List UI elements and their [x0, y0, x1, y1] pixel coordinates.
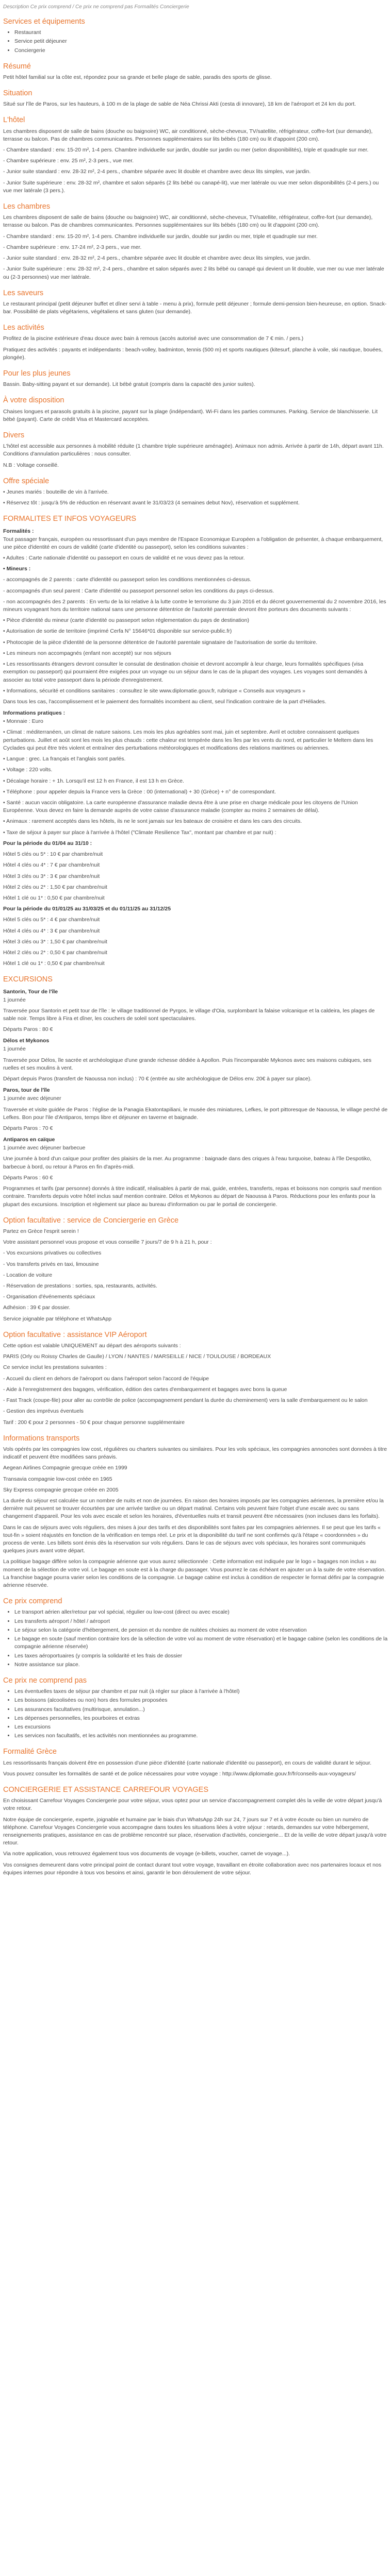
excursion-line: 1 journée avec déjeuner barbecue — [3, 1145, 86, 1151]
formalites-paragraph: • Autorisation de sortie de territoire (imprimé Cerfa N° 15646*01 disponible sur service-public.fr) — [3, 628, 232, 635]
services-section — [3, 17, 388, 55]
infos-pratiques-line: Hôtel 5 clés ou 5* : 10 € par chambre/nuit — [3, 851, 103, 858]
infos-pratiques-title: Informations pratiques : — [3, 710, 66, 717]
excursion-heading: Antiparos en caïque — [3, 1137, 55, 1143]
offre-section — [3, 477, 388, 507]
prix-comprend-item: • Le séjour selon la catégorie d'hébergement, de pension et du nombre de nuitées choisies au moment de votre réservation — [14, 1626, 388, 1634]
infos-pratiques-line: • Voltage : 220 volts. — [3, 767, 53, 773]
activites-paragraph: Pratiquez des activités : payants et indépendants : beach-volley, badminton, tennis (500 m) et sports nautiques (kitesurf, planche à voile, ski nautique, bouées, plongée). — [3, 346, 383, 361]
infos-pratiques-line: • Santé : aucun vaccin obligatoire. La carte européenne d'assurance maladie devra être à une prise en charge médicale pour les citoyens de l'Union Européenne. Vous devez en faire la demande auprès de votre caisse d'assurance maladie (compter au moins 2 semaines de délai). — [3, 799, 358, 814]
resume-section — [3, 62, 388, 81]
resume-text: Petit hôtel familial sur la côte est, répondez pour sa grande et belle plage de sable, paradis des sports de glisse. — [3, 74, 272, 80]
excursion-line: 1 journée — [3, 996, 26, 1003]
infos-pratiques-line: • Climat : méditerranéen, un climat de nature saisons. Les mois les plus agréables sont mai, juin et septembre. Avril et octobre connaissent quelques perturbations. Juillet et août sont les mois les plus chauds : cette chaleur est tempérée dans les îles par les vents du nord, et particulier le Meltem dans les Cyclades qui peut être très violent et entraîner des perturbations météorologiques et modifications des relations maritimes ou aériennes. — [3, 729, 373, 751]
conciergerie-service-paragraph: En choisissant Carrefour Voyages Conciergerie pour votre séjour, vous optez pour un service d'accompagnement complet dès la veille de votre départ jusqu'à votre retour. — [3, 1798, 382, 1812]
formalites-section — [3, 514, 388, 706]
formalites-subtitle: Formalités : — [3, 528, 34, 534]
resume-title: Résumé — [3, 62, 31, 71]
prix-ne-comprend-item: • Les excursions — [14, 1723, 388, 1731]
chambres-section — [3, 202, 388, 281]
disposition-text: Chaises longues et parasols gratuits à la piscine, payant sur la plage (indépendant). Wi-Fi dans les parties communes. Parking. Service de blanchisserie. Lit bébé (payant). Carte de crédit Visa et Mastercard acceptées. — [3, 408, 378, 422]
infos-pratiques-line: Hôtel 3 clés ou 3* : 3 € par chambre/nuit — [3, 873, 100, 879]
situation-section — [3, 89, 388, 108]
excursion-line: 1 journée avec déjeuner — [3, 1095, 61, 1102]
formalite-grece-paragraph: Vous pouvez consulter les formalités de santé et de police nécessaires pour votre voyage : http://www.diplomatie.gouv.fr/fr/conseils-aux-voyageurs/ — [3, 1770, 356, 1777]
plus-jeunes-title: Pour les plus jeunes — [3, 369, 71, 378]
prix-ne-comprend-list — [3, 1688, 388, 1740]
prix-ne-comprend-item: • Les assurances facultatives (multirisque, annulation...) — [14, 1706, 388, 1714]
formalites-paragraph: - accompagnés d'un seul parent : Carte d'identité ou passeport personnel selon les conditions du pays ci-dessus. — [3, 587, 274, 594]
prix-comprend-item: • Le transport aérien aller/retour par vol spécial, régulier ou low-cost (direct ou avec escale) — [14, 1608, 388, 1616]
option-conciergerie-line: Votre assistant personnel vous propose et vous conseille 7 jours/7 de 9 h à 21 h, pour : — [3, 1239, 212, 1246]
conciergerie-service-title: CONCIERGERIE ET ASSISTANCE CARREFOUR VOYAGES — [3, 1786, 209, 1794]
services-item: • Conciergerie — [14, 47, 388, 55]
transports-paragraph: La durée du séjour est calculée sur un nombre de nuits et non de journées. En raison des horaires imposés par les compagnies aériennes, la première et/ou la dernière nuit peuvent se trouver écourtées par une arrivée tardive ou un départ matinal. Certains vols peuvent faire l'objet d'une escale avec ou sans changement d'appareil. Pour les vols avec escale et selon les horaires, d'éventuelles nuits et transit peuvent être nécessaires (non incluses dans les forfaits). — [3, 1497, 384, 1520]
activites-paragraph: Profitez de la piscine extérieure d'eau douce avec bain à remous (accès autorisé avec une consommation de 7 € min. / pers.) — [3, 335, 304, 342]
page-description: Description Ce prix comprend / Ce prix ne comprend pas Formalités Conciergerie — [3, 4, 189, 10]
excursion-line: Départ depuis Paros (transfert de Naoussa non inclus) : 70 € (entrée au site archéologique de Délos env. 20€ à payer sur place). — [3, 1076, 312, 1082]
conciergerie-service-paragraph: Notre équipe de conciergerie, experte, joignable et humaine par le biais d'un WhatsApp 24h sur 24, 7 jours sur 7 et à votre écoute ou bien un numéro de téléphone. Carrefour Voyages Conciergerie vous accompagne dans toutes les situations liées à votre séjour : retards, demandes sur votre hébergement, renseignements pratiques, assistance en cas de problème rencontré sur place, réservation d'activités, conciergerie... Et de la veille de votre départ jusqu'à votre retour. — [3, 1816, 387, 1846]
infos-pratiques-line: Pour la période du 01/01/25 au 31/03/25 et du 01/11/25 au 31/12/25 — [3, 906, 171, 912]
option-conciergerie-line: Service joignable par téléphone et WhatsApp — [3, 1315, 112, 1322]
prix-comprend-item: • Les transferts aéroport / hôtel / aéroport — [14, 1618, 388, 1625]
infos-pratiques-line: Hôtel 2 clés ou 2* : 0,50 € par chambre/nuit — [3, 950, 107, 956]
option-conciergerie-line: - Vos transferts privés en taxi, limousine — [3, 1261, 99, 1267]
formalites-paragraph: • Pièce d'identité du mineur (carte d'identité ou passeport selon réglementation du pays de destination) — [3, 617, 249, 624]
transports-paragraph: Aegean Airlines Compagnie grecque créée en 1999 — [3, 1465, 127, 1471]
hotel-paragraph: - Chambre standard : env. 15-20 m², 1-4 pers. Chambre individuelle sur jardin, double sur jardin ou mer (selon disponibilités), triple et quadruple sur mer. — [3, 147, 369, 154]
hotel-title: L'hôtel — [3, 116, 25, 125]
infos-pratiques-line: Pour la période du 01/04 au 31/10 : — [3, 840, 92, 846]
offre-item: • Jeunes mariés : bouteille de vin à l'arrivée. — [3, 488, 109, 495]
formalite-grece-paragraph: Les ressortissants français doivent être en possession d'une pièce d'identité (carte nationale d'identité ou passeport), en cours de validité durant le séjour. — [3, 1759, 372, 1766]
infos-pratiques-line: • Langue : grec. La français et l'anglais sont parlés. — [3, 756, 126, 762]
infos-pratiques-line: • Taxe de séjour à payer sur place à l'arrivée à l'hôtel ("Climate Resilience Tax", montant par chambre et par nuit) : — [3, 829, 276, 836]
plus-jeunes-text: Bassin. Baby-sitting payant et sur demande). Lit bébé gratuit (compris dans la capacité des junior suites). — [3, 381, 255, 388]
prix-ne-comprend-item: • Les dépenses personnelles, les pourboires et extras — [14, 1715, 388, 1722]
chambres-title: Les chambres — [3, 202, 51, 211]
excursion-block — [3, 989, 388, 1034]
excursion-line: Départs Paros : 70 € — [3, 1125, 53, 1131]
prix-ne-comprend-title: Ce prix ne comprend pas — [3, 1676, 87, 1685]
services-item: • Service petit déjeuner — [14, 38, 388, 45]
infos-pratiques-line: Hôtel 1 clé ou 1* : 0,50 € par chambre/nuit — [3, 894, 105, 901]
formalite-grece-title: Formalité Grèce — [3, 1748, 57, 1756]
infos-pratiques-line: • Décalage horaire : + 1h. Lorsqu'il est 12 h en France, il est 13 h en Grèce. — [3, 777, 184, 784]
excursion-line: Traversée pour Santorin et petit tour de l'île : le village traditionnel de Pyrgos, le village d'Oia, surplombant la falaise volcanique et la caldeira, les plages de sable noir. Temps libre à Fira et dîner, les couchers de soleil sont spectaculaires. — [3, 1007, 375, 1022]
formalites-paragraph: Tout passager français, européen ou ressortissant d'un pays membre de l'Espace Economique Européen a l'obligation de présenter, à chaque embarquement, une pièce d'identité en cours de validité (carte d'identité ou passeport), selon les conditions suivantes : — [3, 536, 383, 550]
disposition-section — [3, 396, 388, 423]
excursion-line: Traversée pour Délos, île sacrée et archéologique d'une grande richesse dédiée à Apollon. Puis l'incomparable Mykonos avec ses maisons cubiques, ses ruelles et ses moulins à vent. — [3, 1057, 371, 1071]
conciergerie-service-paragraph: Vos consignes demeurent dans votre principal point de contact durant tout votre voyage, travaillant en étroite collaboration avec nos partenaires locaux et nos équipes internes pour répondre à tous vos besoins et ainsi, garantir le bon déroulement de votre séjour. — [3, 1861, 382, 1876]
formalites-paragraph: - non accompagnés des 2 parents : En vertu de la loi relative à la lutte contre le terrorisme du 3 juin 2016 et du décret gouvernemental du 2 novembre 2016, les mineurs voyageant hors du territoire national sans une personne détentrice de l'autorité parentale devront être porteurs des documents suivants : — [3, 598, 386, 613]
formalites-paragraph: - accompagnés de 2 parents : carte d'identité ou passeport selon les conditions mentionnées ci-dessus. — [3, 577, 252, 583]
infos-pratiques-line: Hôtel 5 clés ou 5* : 4 € par chambre/nuit — [3, 917, 100, 923]
prix-comprend-item: • Les taxes aéroportuaires (y compris la solidarité et les frais de dossier — [14, 1652, 388, 1660]
chambres-paragraph: - Chambre supérieure : env. 17-24 m², 2-3 pers., vue mer. — [3, 244, 142, 250]
excursion-heading: Délos et Mykonos — [3, 1038, 50, 1044]
infos-pratiques-line: • Monnaie : Euro — [3, 718, 43, 725]
infos-pratiques-section — [3, 710, 388, 968]
option-assistance-line: - Gestion des imprévus éventuels — [3, 1408, 84, 1415]
formalite-grece-section — [3, 1747, 388, 1778]
infos-pratiques-line: Hôtel 3 clés ou 3* : 1,50 € par chambre/nuit — [3, 938, 107, 945]
excursion-heading: Santorin, Tour de l'île — [3, 988, 58, 995]
services-title: Services et équipements — [3, 18, 85, 26]
saveurs-text: Le restaurant principal (petit déjeuner buffet et dîner servi à table - menu à prix), formule petit déjeuner ; formule demi-pension bien-heureuse, en option. Snack-bar. Possibilité de plats végétariens, végétaliens et sans gluten (sur demande). — [3, 300, 387, 315]
situation-title: Situation — [3, 89, 32, 98]
formalites-paragraph: • Informations, sécurité et conditions sanitaires : consultez le site www.diplomatie.gouv.fr, rubrique « Conseils aux voyageurs » — [3, 687, 305, 694]
transports-paragraph: Vols opérés par les compagnies low cost, régulières ou charters suivantes ou similaires. Pour les vols spéciaux, les compagnies annoncées sont données à titre indicatif et peuvent être modifiées sans préavis. — [3, 1446, 387, 1461]
chambres-paragraph: - Chambre standard : env. 15-20 m², 1-4 pers. Chambre individuelle sur jardin, double sur jardin ou mer, triple et quadruple sur mer. — [3, 233, 318, 240]
services-item: • Restaurant — [14, 29, 388, 37]
plus-jeunes-section — [3, 369, 388, 388]
transports-section — [3, 1434, 388, 1590]
offre-title: Offre spéciale — [3, 477, 50, 485]
prix-ne-comprend-item: • Les boissons (alcoolisées ou non) hors des formules proposées — [14, 1697, 388, 1704]
excursions-title: EXCURSIONS — [3, 975, 53, 984]
option-assistance-line: Tarif : 200 € pour 2 personnes - 50 € pour chaque personne supplémentaire — [3, 1419, 185, 1426]
hotel-section — [3, 115, 388, 195]
option-assistance-line: - Accueil du client en dehors de l'aéroport ou dans l'aéroport selon l'accord de l'équipe — [3, 1375, 209, 1382]
transports-paragraph: Dans le cas de séjours avec vols réguliers, des mises à jour des tarifs et des disponibilités sont faites par les compagnies aériennes. Il se peut que les tarifs « tout-fin » soient réajustés en fonction de la vérification en temps réel. Le prix et la disponibilité du tarif ne sont confirmés qu'à l'étape « coordonnées » du process de vente. Les billets sont émis dès la réservation sur vols réguliers. Dans le cas de séjours avec vols spéciaux, les horaires sont communiqués quelques jours avant votre départ. — [3, 1524, 381, 1554]
infos-pratiques-line: Hôtel 4 clés ou 4* : 7 € par chambre/nuit — [3, 862, 100, 869]
saveurs-section — [3, 289, 388, 316]
divers-paragraph: N.B : Voltage conseillé. — [3, 462, 59, 468]
option-assistance-line: Ce service inclut les prestations suivantes : — [3, 1364, 107, 1371]
situation-text: Situé sur l'île de Paros, sur les hauteurs, à 100 m de la plage de sable de Néa Chrissi Akti (cesta di innovare), 18 km de l'aéroport et 24 km du port. — [3, 101, 356, 108]
offre-item: • Réservez tôt : jusqu'à 5% de réduction en réservant avant le 31/03/23 (4 semaines debut Nov), réservation et supplément. — [3, 500, 300, 506]
excursion-line: Traversée et visite guidée de Paros : l'église de la Panagia Ekatontapiliani, le musée des miniatures, Lefkes, le port pittoresque de Naoussa, le village perché de Lefkes. Bon pour l'ile d'Antiparos, temps libre et déjeuner en taverne et baignade. — [3, 1106, 388, 1121]
divers-section — [3, 431, 388, 469]
prix-comprend-item: • Notre assistance sur place. — [14, 1661, 388, 1669]
option-conciergerie-line: - Organisation d'événements spéciaux — [3, 1294, 95, 1300]
option-assistance-line: - Fast Track (coupe-file) pour aller au contrôle de police (accompagnement pendant la durée du cheminement) vers la salle d'embarquement ou le salon — [3, 1397, 368, 1404]
option-assistance-line: PARIS (Orly ou Roissy Charles de Gaulle) / LYON / NANTES / MARSEILLE / NICE / TOULOUSE / BORDEAUX — [3, 1353, 271, 1360]
prix-comprend-section — [3, 1597, 388, 1669]
option-conciergerie-line: - Location de voiture — [3, 1272, 53, 1278]
prix-comprend-item: • Le bagage en soute (sauf mention contraire lors de la sélection de votre vol au moment de votre réservation) et le bagage cabine (selon les conditions de la compagnie aérienne réservée) — [14, 1635, 388, 1651]
option-assistance-section — [3, 1330, 388, 1427]
excursion-line: 1 journée — [3, 1046, 26, 1053]
infos-pratiques-line: Hôtel 2 clés ou 2* : 1,50 € par chambre/nuit — [3, 884, 107, 890]
formalites-paragraph: • Photocopie de la pièce d'identité de la personne détentrice de l'autorité parentale signataire de l'autorisation de sortie du territoire. — [3, 639, 318, 646]
option-conciergerie-section — [3, 1216, 388, 1323]
excursion-heading: Paros, tour de l'île — [3, 1087, 50, 1094]
infos-pratiques-line: Hôtel 1 clé ou 1* : 0,50 € par chambre/nuit — [3, 960, 105, 967]
prix-ne-comprend-item: • Les éventuelles taxes de séjour par chambre et par nuit (à régler sur place à l'arrivée à l'hôtel) — [14, 1688, 388, 1696]
services-list — [3, 29, 388, 55]
chambres-paragraph: - Junior suite standard : env. 28-32 m², 2-4 pers., chambre séparée avec lit double et chambre avec deux lits simples, vue jardin. — [3, 255, 311, 262]
excursions-footer: Programmes et tarifs (par personne) donnés à titre indicatif, réalisables à partir de mai, guide, entrées, transferts, repas et boissons non compris sauf mention contraire. Transferts depuis votre hôtel inclus sauf mention contraire. Délos et Mykonos au départ de Naoussa à Paros. Réductions pour les enfants pour la plupart des excursions. Inscription et règlement sur place au bureau d'information ou par le portail de conciergerie. — [3, 1185, 382, 1208]
hotel-paragraph: - Chambre supérieure : env. 25 m², 2-3 pers., vue mer. — [3, 158, 134, 164]
divers-title: Divers — [3, 431, 25, 440]
formalites-paragraph: • Mineurs : — [3, 566, 31, 572]
option-conciergerie-line: Partez en Grèce l'esprit serein ! — [3, 1228, 79, 1234]
disposition-title: À votre disposition — [3, 396, 64, 405]
option-assistance-title: Option facultative : assistance VIP Aéroport — [3, 1330, 147, 1339]
conciergerie-service-paragraph: Via notre application, vous retrouvez également tous vos documents de voyage (e-billets, voucher, carnet de voyage...). — [3, 1851, 290, 1857]
formalites-paragraph: • Les ressortissants étrangers devront consulter le consulat de destination choisie et devront accomplir à leur charge, leurs formalités spécifiques (visa exemption ou passeport) qui pourraient être exigées pour un voyage ou un séjour dans le cas de la plupart des voyages. Les voyages sont demandés à associer au total votre passeport dans la période d'enregistrement. — [3, 661, 367, 683]
saveurs-title: Les saveurs — [3, 289, 44, 297]
option-conciergerie-line: - Réservation de prestations : sorties, spa, restaurants, activités. — [3, 1282, 157, 1289]
hotel-paragraph: Les chambres disposent de salle de bains (douche ou baignoire) WC, air conditionné, sèche-cheveux, TV/satellite, réfrigérateur, coffre-fort (sur demande), terrasse ou balcon. Pas de chambres communicantes. Personnes supplémentaires sur lits bébés (180 cm) ou lit d'appoint (200 cm). — [3, 128, 373, 142]
infos-pratiques-line: • Animaux : rarement acceptés dans les hôtels, ils ne le sont jamais sur les bateaux de croisière et dans les cars des circuits. — [3, 818, 302, 825]
transports-paragraph: La politique bagage diffère selon la compagnie aérienne que vous aurez sélectionnée : Cette information est indiquée par le logo « bagages non inclus » au moment de la sélection de votre vol. Le bagage en soute est à la charge du passager. Vous pourrez le cas échéant en ajouter un à la suite de votre réservation. La franchise bagage pourra varier selon les conditions de la compagnie. Le bagage cabine est inclus à condition de respecter le format défini par la compagnie aérienne réservée. — [3, 1558, 386, 1589]
excursion-block — [3, 1087, 388, 1132]
formalites-paragraph: • Les mineurs non accompagnés (enfant non accepté) sur nos séjours — [3, 650, 171, 656]
excursion-block — [3, 1038, 388, 1083]
excursion-line: Départs Paros : 60 € — [3, 1174, 53, 1181]
option-assistance-line: - Aide à l'enregistrement des bagages, vérification, édition des cartes d'embarquement et bagages avec bons la queue — [3, 1386, 287, 1393]
formalites-title: FORMALITES ET INFOS VOYAGEURS — [3, 515, 137, 523]
excursion-line: Une journée à bord d'un caïque pour profiter des plaisirs de la mer. Au programme : baignade dans des criques à l'eau turquoise, bateau à l'île Despotiko, barbecue à bord, ou retour à Paros en fin d'après-midi. — [3, 1156, 372, 1170]
excursion-line: Départs Paros : 80 € — [3, 1026, 53, 1033]
excursion-block — [3, 1137, 388, 1182]
prix-ne-comprend-item: • Les services non facultatifs, et les activités non mentionnées au programme. — [14, 1732, 388, 1740]
divers-paragraph: L'hôtel est accessible aux personnes à mobilité réduite (1 chambre triple supérieure aménagée). Animaux non admis. Arrivée à partir de 14h, départ avant 11h. Conditions d'annulation particulières : nous consulter. — [3, 443, 384, 457]
activites-section — [3, 323, 388, 362]
formalites-paragraph: Dans tous les cas, l'accomplissement et le paiement des formalités incombent au client, seul l'indication contraire de la part d'Héliades. — [3, 699, 327, 705]
hotel-paragraph: - Junior suite standard : env. 28-32 m², 2-4 pers., chambre séparée avec lit double et chambre avec deux lits simples, vue jardin. — [3, 168, 311, 175]
hotel-paragraph: - Junior Suite supérieure : env. 28-32 m², chambre et salon séparés (2 lits bébé ou canapé-lit), vue mer latérale ou vue mer selon disponibilités (2-4 pers.) ou vue mer latérale (3 pers.). — [3, 179, 379, 194]
chambres-paragraph: - Junior Suite supérieure : env. 28-32 m², 2-4 pers., chambre et salon séparés avec 2 lits bébé ou canapé qui devient un lit double, vue mer ou vue mer latérale ou (2-3 personnes) vue mer latérale. — [3, 266, 384, 280]
prix-ne-comprend-section — [3, 1676, 388, 1740]
prix-comprend-list — [3, 1608, 388, 1669]
activites-title: Les activités — [3, 324, 44, 332]
transports-paragraph: Transavia compagnie low-cost créée en 1965 — [3, 1476, 112, 1482]
option-conciergerie-line: - Vos excursions privatives ou collectives — [3, 1250, 102, 1257]
excursions-section — [3, 975, 388, 1208]
option-conciergerie-line: Adhésion : 39 € par dossier. — [3, 1304, 71, 1311]
conciergerie-service-section — [3, 1785, 388, 1877]
transports-title: Informations transports — [3, 1434, 80, 1443]
chambres-paragraph: Les chambres disposent de salle de bains (douche ou baignoire) WC, air conditionné, sèche-cheveux, TV/satellite, réfrigérateur, coffre-fort (sur demande), terrasse ou balcon. Pas de chambres communicantes. Personnes supplémentaires sur lits bébés (180 cm) ou lit d'appoint (200 cm). — [3, 214, 373, 229]
option-assistance-line: Cette option est valable UNIQUEMENT au départ des aéroports suivants : — [3, 1342, 181, 1349]
infos-pratiques-line: Hôtel 4 clés ou 4* : 3 € par chambre/nuit — [3, 927, 100, 934]
infos-pratiques-line: • Téléphone : pour appeler depuis la France vers la Grèce : 00 (international) + 30 (Grèce) + n° de correspondant. — [3, 788, 276, 795]
transports-paragraph: Sky Express compagnie grecque créée en 2005 — [3, 1486, 119, 1493]
prix-comprend-title: Ce prix comprend — [3, 1597, 62, 1606]
option-conciergerie-title: Option facultative : service de Conciergerie en Grèce — [3, 1216, 179, 1225]
formalites-paragraph: • Adultes : Carte nationale d'identité ou passeport en cours de validité et ne vous devez pas la retour. — [3, 554, 245, 561]
